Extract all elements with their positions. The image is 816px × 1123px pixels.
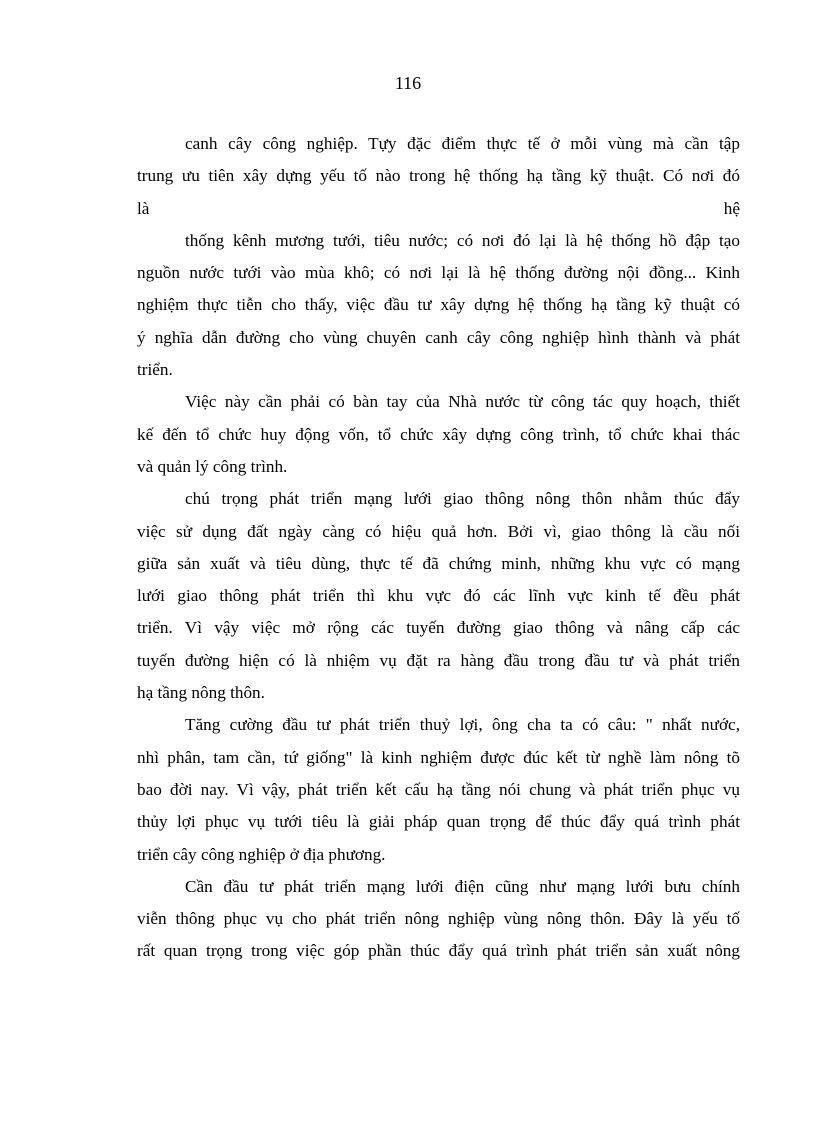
page-number: 116 — [394, 73, 422, 93]
text-line: và quản lý công trình. — [137, 456, 288, 476]
text-line: nghiệm thực tiễn cho thấy, việc đầu tư xây dựng hệ thống hạ tầng kỹ thuật có — [137, 295, 740, 315]
text-line: thủy lợi phục vụ tưới tiêu là giải pháp quan trọng để thúc đẩy quá trình phát — [137, 812, 740, 832]
text-line: nguồn nước tưới vào mùa khô; có nơi lại là hệ thống đường nội đồng... Kinh — [137, 263, 740, 283]
text-line: kế đến tổ chức huy động vốn, tổ chức xây dựng công trình, tổ chức khai thác — [137, 424, 740, 444]
text-line: triển. Vì vậy việc mở rộng các tuyến đường giao thông và nâng cấp các — [137, 618, 740, 638]
text-line: là hệ — [137, 198, 740, 218]
text-line: nhì phân, tam cần, tứ giống" là kinh nghiệm được đúc kết từ nghề làm nông tõ — [137, 747, 740, 767]
text-line: ý nghĩa dẫn đường cho vùng chuyên canh cây công nghiệp hình thành và phát — [137, 327, 740, 347]
text-line: trung ưu tiên xây dựng yếu tố nào trong hệ thống hạ tầng kỹ thuật. Có nơi đó — [137, 166, 740, 186]
text-line: lưới giao thông phát triển thì khu vực đó các lĩnh vực kinh tế đều phát — [137, 586, 740, 606]
text-line: chú trọng phát triển mạng lưới giao thông nông thôn nhằm thúc đẩy — [185, 489, 740, 509]
text-line: rất quan trọng trong việc góp phần thúc đẩy quá trình phát triển sản xuất nông — [137, 941, 740, 961]
text-line: việc sử dụng đất ngày càng có hiệu quả hơn. Bởi vì, giao thông là cầu nối — [137, 521, 740, 541]
text-line: canh cây công nghiệp. Tựy đặc điểm thực tế ở mỗi vùng mà cần tập — [185, 134, 740, 153]
text-line: hạ tầng nông thôn. — [137, 683, 265, 703]
text-line: viễn thông phục vụ cho phát triển nông nghiệp vùng nông thôn. Đây là yếu tố — [137, 909, 740, 929]
text-line: Cần đầu tư phát triển mạng lưới điện cũng như mạng lưới bưu chính — [185, 876, 740, 896]
text-line: Tăng cường đầu tư phát triển thuỷ lợi, ông cha ta có câu: " nhất nước, — [185, 715, 740, 735]
text-line: triển cây công nghiệp ở địa phương. — [137, 844, 386, 864]
document-body — [137, 128, 740, 968]
text-line: tuyến đường hiện có là nhiệm vụ đặt ra hàng đầu trong đầu tư và phát triển — [137, 650, 740, 670]
text-line: Việc này cần phải có bàn tay của Nhà nước từ công tác quy hoạch, thiết — [185, 392, 740, 412]
text-line: thống kênh mương tưới, tiêu nước; có nơi đó lại là hệ thống hồ đập tạo — [185, 230, 740, 250]
text-line: triển. — [137, 360, 173, 380]
text-line: bao đời nay. Vì vậy, phát triển kết cấu hạ tầng nói chung và phát triển phục vụ — [137, 779, 740, 799]
text-line: giữa sản xuất và tiêu dùng, thực tế đã chứng minh, những khu vực có mạng — [137, 553, 740, 573]
